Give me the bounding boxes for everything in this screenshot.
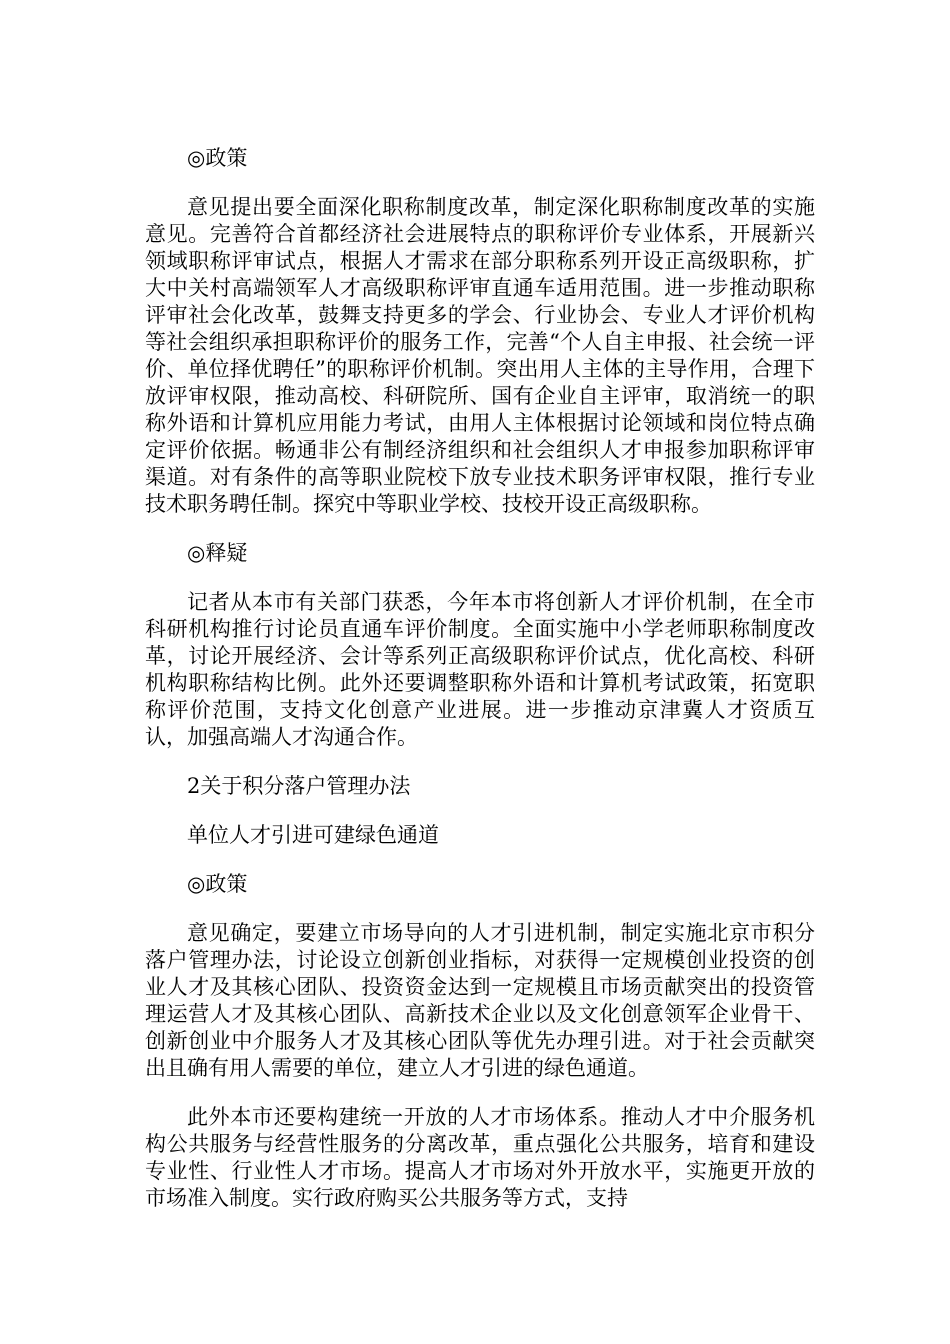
paragraph-talent-introduction: 意见确定，要建立市场导向的人才引进机制，制定实施北京市积分落户管理办法，讨论设立创新创业指标，对获得一定规模创业投资的创业人才及其核心团队、投资资金达到一定规模且市场贡献突出的投资管理运营人才及其核心团队、高新技术企业以及文化创意领军企业骨干、创新创业中介服务人才及其核心团队等优先办理引进。对于社会贡献突出且确有用人需要的单位，建立人才引进的绿色通道。 bbox=[145, 921, 815, 1080]
paragraph-title-reform: 意见提出要全面深化职称制度改革，制定深化职称制度改革的实施意见。完善符合首都经济社会进展特点的职称评价专业体系，开展新兴领域职称评审试点，根据人才需求在部分职称系列开设正高级职称，扩大中关村高端领军人才高级职称评审直通车适用范围。进一步推动职称评审社会化改革，鼓舞支持更多的学会、行业协会、专业人才评价机构等社会组织承担职称评价的服务工作，完善“个人自主申报、社会统一评价、单位择优聘任”的职称评价机制。突出用人主体的主导作用，合理下放评审权限，推动高校、科研院所、国有企业自主评审，取消统一的职称外语和计算机应用能力考试，由用人主体根据讨论领域和岗位特点确定评价依据。畅通非公有制经济组织和社会组织人才申报参加职称评审渠道。对有条件的高等职业院校下放专业技术职务评审权限，推行专业技术职务聘任制。探究中等职业学校、技校开设正高级职称。 bbox=[145, 195, 815, 516]
section-heading-points-settlement: 2关于积分落户管理办法 bbox=[187, 774, 411, 798]
document-page bbox=[145, 145, 815, 1212]
section-heading-policy: ◎政策 bbox=[187, 146, 248, 170]
paragraph-talent-market: 此外本市还要构建统一开放的人才市场体系。推动人才中介服务机构公共服务与经营性服务的分离改革，重点强化公共服务，培育和建设专业性、行业性人才市场。提高人才市场对外开放水平，实施更开放的市场准入制度。实行政府购买公共服务等方式，支持 bbox=[145, 1105, 815, 1210]
section-heading-policy-2: ◎政策 bbox=[187, 872, 248, 896]
section-heading-explanation: ◎释疑 bbox=[187, 541, 248, 565]
paragraph-talent-evaluation: 记者从本市有关部门获悉，今年本市将创新人才评价机制，在全市科研机构推行讨论员直通车评价制度。全面实施中小学老师职称制度改革，讨论开展经济、会计等系列正高级职称评价试点，优化高校、科研机构职称结构比例。此外还要调整职称外语和计算机考试政策，拓宽职称评价范围，支持文化创意产业进展。进一步推动京津冀人才资质互认，加强高端人才沟通合作。 bbox=[145, 590, 815, 749]
section-subheading-green-channel: 单位人才引进可建绿色通道 bbox=[187, 823, 439, 847]
